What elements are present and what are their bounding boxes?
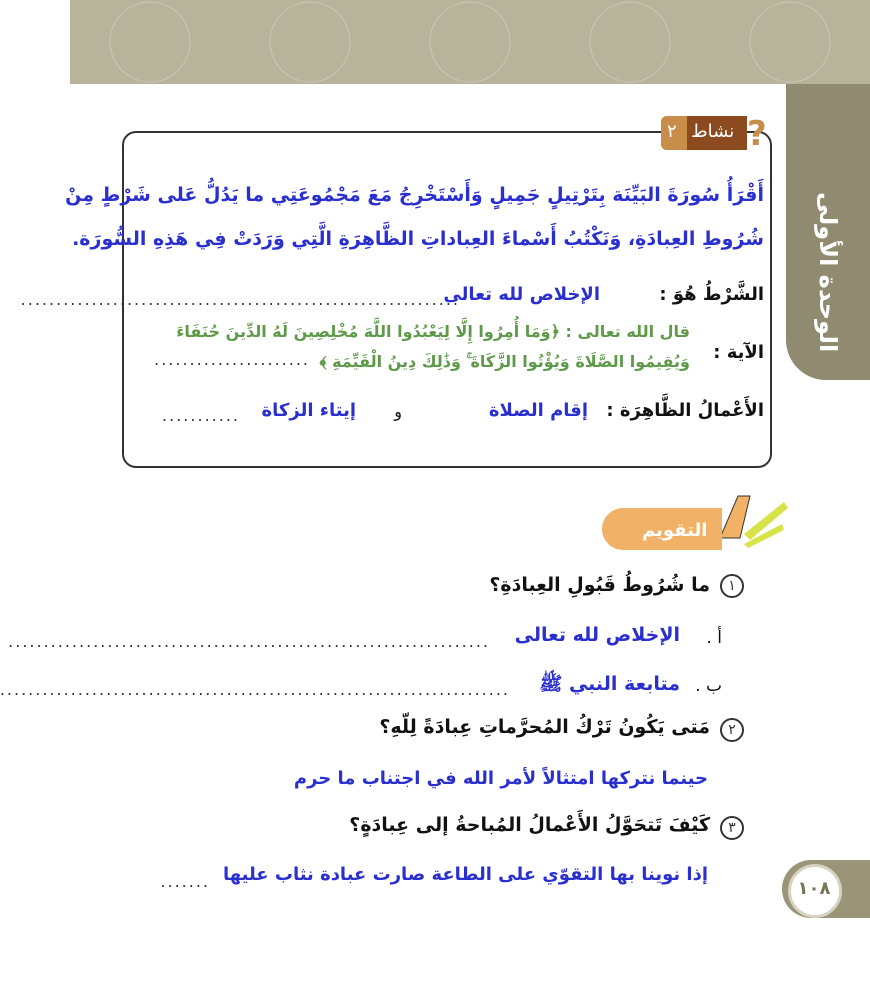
condition-dots: .............................................................. xyxy=(20,290,460,309)
activity-label: نشاط xyxy=(691,121,735,142)
question-1-number: ١ xyxy=(720,574,744,598)
question-1-b-answer: متابعة النبي ﷺ xyxy=(539,673,680,695)
verse-line1: قال الله تعالى : ﴿وَمَا أُمِرُوا إِلَّا لِيَعْبُدُوا اللَّهَ مُخْلِصِينَ لَهُ الدِّينَ حُنَفَاءَ xyxy=(176,322,690,341)
activity-intro-line2: شُرُوطِ العِبادَةِ، وَنَكْتُبُ أَسْماءَ العِباداتِ الظَّاهِرَةِ الَّتِي وَرَدَتْ فِي هَذِهِ السُّورَة. xyxy=(72,228,764,250)
question-2-number: ٢ xyxy=(720,718,744,742)
verse-line2: وَيُقِيمُوا الصَّلَاةَ وَيُؤْتُوا الزَّكَاةَ ۚ وَذَٰلِكَ دِينُ الْقَيِّمَةِ ﴾ xyxy=(319,352,690,371)
page-number: ١٠٨ xyxy=(797,878,831,899)
question-1-b-label: ب . xyxy=(695,676,722,696)
pen-icon xyxy=(710,488,790,550)
question-1-text: ما شُرُوطُ قَبُولِ العِبادَةِ؟ xyxy=(489,574,710,596)
evaluation-title: التقويم xyxy=(642,520,708,541)
question-mark-icon: ? xyxy=(747,114,767,154)
header-pattern xyxy=(70,0,870,84)
works-connector: و xyxy=(394,402,402,421)
question-2-text: مَتى يَكُونُ تَرْكُ المُحرَّماتِ عِبادَةً لِلّهِ؟ xyxy=(379,716,710,738)
verse-label-text: الآية : xyxy=(713,342,764,363)
works-label: الأَعْمالُ الظَّاهِرَة : xyxy=(606,400,764,421)
question-1-a-dots: .................................................................... xyxy=(8,632,490,651)
condition-answer: الإخلاص لله تعالى xyxy=(443,284,600,305)
question-3-dots: ....... xyxy=(160,872,210,891)
question-2-answer: حينما نتركها امتثالاً لأمر الله في اجتناب ما حرم xyxy=(293,768,708,789)
activity-tab xyxy=(661,116,771,152)
verse-label xyxy=(713,342,764,363)
question-1-b-dots: ........................................................................ xyxy=(0,680,510,699)
unit-title: الوحدة الأولى xyxy=(814,191,842,352)
question-1-a-label: أ . xyxy=(706,628,722,648)
works-answer-1: إقام الصلاة xyxy=(488,400,588,421)
question-3-answer: إذا نوينا بها التقوّي على الطاعة صارت عبادة نثاب عليها xyxy=(222,864,708,885)
verse-dots: ...................... xyxy=(154,350,310,369)
condition-label: الشَّرْطُ هُوَ : xyxy=(659,284,764,305)
works-answer-2: إيتاء الزكاة xyxy=(261,400,356,421)
question-1-a-answer: الإخلاص لله تعالى xyxy=(514,624,680,646)
question-3-number: ٣ xyxy=(720,816,744,840)
activity-intro-line1: أَقْرَأُ سُورَةَ البَيِّنَة بِتَرْتِيلٍ جَمِيلٍ وَأَسْتَخْرِجُ مَعَ مَجْمُوعَتِي ما يَدُلُّ عَلى شَرْطٍ مِنْ xyxy=(65,184,764,206)
works-dots: ........... xyxy=(162,406,240,425)
activity-number: ٢ xyxy=(667,121,677,142)
question-3-text: كَيْفَ تَتحَوَّلُ الأَعْمالُ المُباحةُ إلى عِبادَةٍ؟ xyxy=(349,814,710,836)
